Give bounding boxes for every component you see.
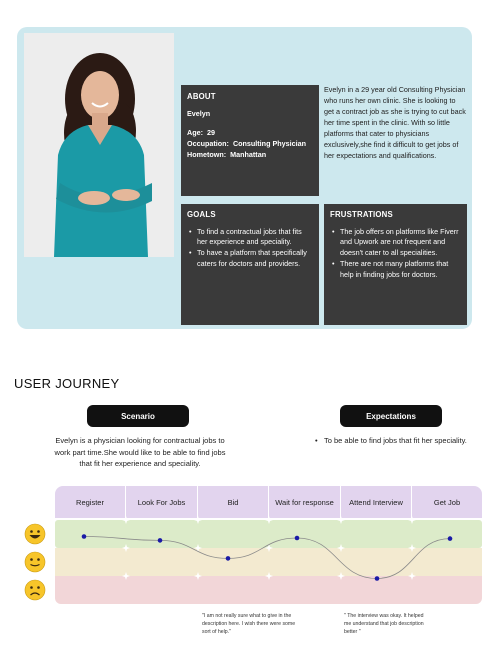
user-journey-title: USER JOURNEY: [14, 376, 120, 391]
sparkle-icon: [337, 544, 345, 552]
persona-name: Evelyn: [187, 108, 211, 118]
sparkle-icon: [122, 572, 130, 580]
sparkle-icon: [265, 544, 273, 552]
age-value: 29: [206, 128, 215, 138]
sparkle-icon: [194, 572, 202, 580]
sparkle-icon: [194, 516, 202, 524]
frustration-item: • The job offers on platforms like Fiverr and Upwork are not frequent and doesn't cater to all specialities.: [330, 227, 461, 259]
hometown-value: Manhattan: [230, 150, 267, 160]
scenario-text: Evelyn is a physician looking for contractual jobs to work part time.She would like to be able to find jobs that fit her experience and speciality.: [54, 436, 226, 469]
sparkle-icon: [408, 572, 416, 580]
quote-bid: "I am not really sure what to give in the description here. I wish there were some sort of help.": [202, 613, 296, 635]
sparkle-icon: [408, 544, 416, 552]
stage-attend-interview: Attend Interview: [341, 486, 411, 518]
stage-get-job: Get Job: [412, 486, 482, 518]
emotion-point: [82, 534, 87, 539]
about-title: ABOUT: [187, 92, 216, 101]
sparkle-icon: [337, 572, 345, 580]
hometown-label: Hometown:: [187, 150, 227, 160]
occupation-value: Consulting Physician: [232, 139, 307, 149]
emotion-point: [158, 538, 163, 543]
quote-interview: " The interview was okay. It helped me understand that job description better ": [344, 613, 424, 635]
sparkle-icon: [337, 516, 345, 524]
stage-register: Register: [55, 486, 125, 518]
occupation-label: Occupation:: [187, 139, 229, 149]
sparkle-icon: [265, 516, 273, 524]
stage-look-for-jobs: Look For Jobs: [126, 486, 197, 518]
scenario-label: Scenario: [87, 405, 189, 427]
stage-wait-for-response: Wait for response: [269, 486, 340, 518]
emotion-point: [448, 536, 453, 541]
expectation-item: • To be able to find jobs that fit her speciality.: [314, 435, 484, 446]
expectations-label: Expectations: [340, 405, 442, 427]
frustration-item: • There are not many platforms that help in finding jobs for doctors.: [330, 259, 461, 281]
goals-title: GOALS: [187, 210, 216, 219]
emotion-point: [375, 576, 380, 581]
stage-bid: Bid: [198, 486, 268, 518]
persona-bio: Evelyn in a 29 year old Consulting Physician who runs her own clinic. She is looking to get a contract job as she is trying to cut back her time spent in the clinic. With so little platforms that cater to physicians exclusively,she find it difficult to get jobs of her expectations and qualifications.: [324, 85, 466, 160]
goal-item: • To find a contractual jobs that fits her experience and speciality.: [187, 227, 313, 249]
sparkle-icon: [408, 516, 416, 524]
age-label: Age:: [187, 128, 203, 138]
frustrations-title: FRUSTRATIONS: [330, 210, 393, 219]
sparkle-icon: [194, 544, 202, 552]
sparkle-icon: [122, 544, 130, 552]
emotion-curve-line: [84, 537, 450, 579]
emotion-point: [295, 536, 300, 541]
sparkle-icon: [122, 516, 130, 524]
goal-item: • To have a platform that specifically caters for doctors and providers.: [187, 248, 313, 270]
sparkle-icon: [265, 572, 273, 580]
emotion-point: [226, 556, 231, 561]
